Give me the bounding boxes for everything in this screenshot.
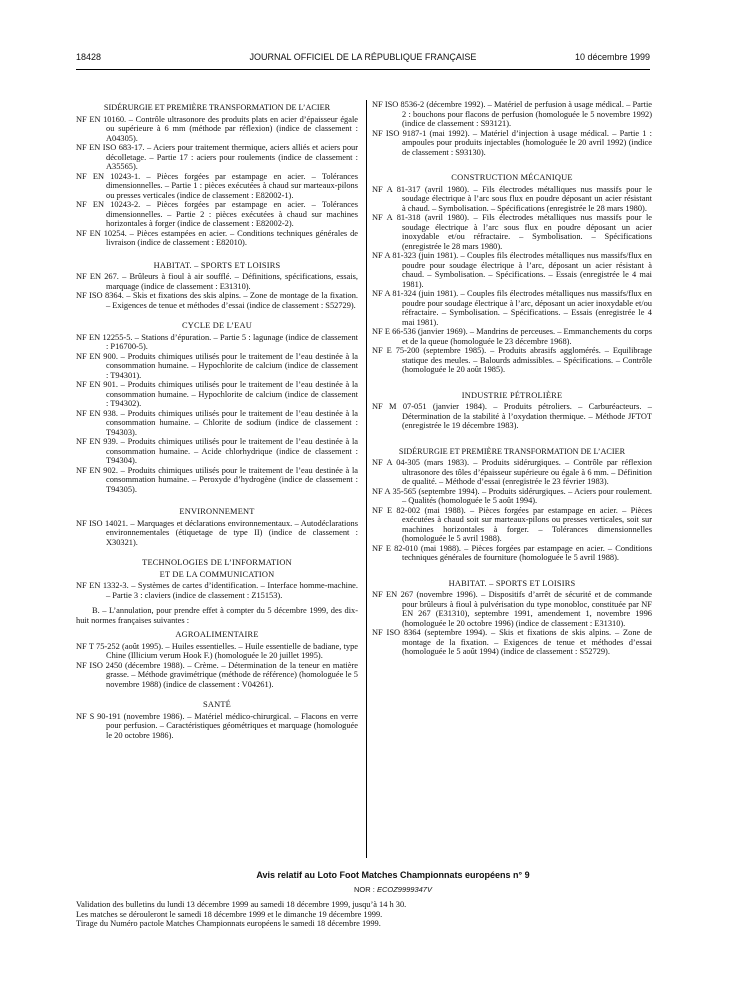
standard-entry: NF ISO 14021. – Marquages et déclarations environnementaux. – Autodéclarations environnementales (étiquetage de type II) (indice de classement : X30321). xyxy=(76,518,358,547)
standard-entry: NF EN 10160. – Contrôle ultrasonore des produits plats en acier d’épaisseur égale ou supérieure à 6 mm (méthode par réflexion) (indice de classement : A04305). xyxy=(76,114,358,143)
notice-line: Tirage du Numéro pactole Matches Championnats européens le samedi 18 décembre 1999. xyxy=(76,919,381,928)
standard-entry: NF EN 938. – Produits chimiques utilisés pour le traitement de l’eau destinée à la consommation humaine. – Chlorite de sodium (indice de classement : T94303). xyxy=(76,408,358,437)
section-title-cycle-eau: CYCLE DE L’EAU xyxy=(182,321,252,330)
paragraph-b: B. – L’annulation, pour prendre effet à compter du 5 décembre 1999, des dix-huit normes françaises suivantes : xyxy=(76,606,358,625)
notice-block xyxy=(76,871,650,929)
section-title-habitat-2: HABITAT. – SPORTS ET LOISIRS xyxy=(448,578,576,588)
standard-entry: NF EN 267 (novembre 1996). – Dispositifs d’arrêt de sécurité et de commande pour brûleurs à fioul à pulvérisation du type monobloc, constituée par NF EN 267 (E31310), septembre 1991, amendement 1, novembre 1996 (homologuée le 20 octobre 1996) (indice de classement : E31310). xyxy=(372,590,652,628)
standard-entry: NF EN 10243-2. – Pièces forgées par estampage en acier. – Tolérances dimensionnelles. – Partie 2 : pièces exécutées à chaud sur machines horizontales à forger (indice de classement : E82002-2). xyxy=(76,200,358,228)
standard-entry: NF ISO 8536-2 (décembre 1992). – Matériel de perfusion à usage médical. – Partie 2 : bouchons pour flacons de perfusion (homologuée le 5 novembre 1992) (indice de classement : S93121). xyxy=(372,100,652,128)
publication-date: 10 décembre 1999 xyxy=(574,52,650,62)
standard-entry: NF A 81-318 (avril 1980). – Fils électrodes métalliques nus massifs pour le soudage électrique à l’arc sous flux en poudre déposant un acier inoxydable et/ou réfractaire. – Symbolisation. – Spécifications (enregistrée le 28 mars 1980). xyxy=(372,213,652,251)
standard-entry: NF EN 10254. – Pièces estampées en acier. – Conditions techniques générales de livraison (indice de classement : E82010). xyxy=(76,228,358,247)
standard-entry: NF A 81-324 (juin 1981). – Couples fils électrodes métalliques nus massifs/flux en poudre pour soudage électrique à l’arc, déposant un acier inoxydable et/ou réfractaire. – Symbolisation. – Spécifications. – Essais (enregistrée le 4 mai 1981). xyxy=(372,289,652,327)
standard-entry: NF EN 939. – Produits chimiques utilisés pour le traitement de l’eau destinée à la consommation humaine. – Acide chlorhydrique (indice de classement : T94304). xyxy=(76,437,358,465)
section-title-siderurgie-2: SIDÉRURGIE ET PREMIÈRE TRANSFORMATION DE L’ACIER xyxy=(398,446,626,456)
standard-entry: NF ISO 8364. – Skis et fixations des skis alpins. – Zone de montage de la fixation. – Exigences de tenue et méthodes d’essai (indice de classement : S52729). xyxy=(76,291,358,310)
standard-entry: NF ISO 9187-1 (mai 1992). – Matériel d’injection à usage médical. – Partie 1 : ampoules pour produits injectables (homologuée le 20 avril 1992) (indice de classement : S93130). xyxy=(372,128,652,157)
header-rule xyxy=(76,69,650,70)
page-number: 18428 xyxy=(76,52,102,62)
standard-entry: NF EN 12255-5. – Stations d’épuration. – Partie 5 : lagunage (indice de classement : P16700-5). xyxy=(76,332,358,351)
section-title-agroalimentaire: AGROALIMENTAIRE xyxy=(175,630,259,639)
standard-entry: NF EN 1332-3. – Systèmes de cartes d’identification. – Interface homme-machine. – Partie 3 : claviers (indice de classement : Z15153). xyxy=(76,581,358,600)
nor-reference xyxy=(136,885,650,895)
standard-entry: NF EN 10243-1. – Pièces forgées par estampage en acier. – Tolérances dimensionnelles. – Partie 1 : pièces exécutées à chaud sur marteaux-pilons ou presses verticales (indice de classement : E82002-1). xyxy=(76,171,358,200)
standard-entry: NF E 66-536 (janvier 1969). – Mandrins de perceuses. – Emmanchements du corps et de la queue (homologuée le 23 décembre 1968). xyxy=(372,327,652,346)
section-title-environnement: ENVIRONNEMENT xyxy=(179,507,255,516)
standard-entry: NF EN 901. – Produits chimiques utilisés pour le traitement de l’eau destinée à la consommation humaine. – Hypochlorite de calcium (indice de classement : T94302). xyxy=(76,380,358,408)
column-divider xyxy=(366,100,367,858)
standard-entry: NF EN 900. – Produits chimiques utilisés pour le traitement de l’eau destinée à la consommation humaine. – Hypochlorite de calcium (indice de classement : T94301). xyxy=(76,351,358,380)
standard-entry: NF E 75-200 (septembre 1985). – Produits abrasifs agglomérés. – Equilibrage statique des meules. – Balourds admissibles. – Spécifications. – Contrôle (homologuée le 20 août 1985). xyxy=(372,346,652,374)
right-column xyxy=(372,100,652,657)
standard-entry: NF ISO 8364 (septembre 1994). – Skis et fixations de skis alpins. – Zone de montage de la fixation. – Exigences de tenue et méthodes d’essai (homologuée le 5 août 1994) (indice de classement : S52729). xyxy=(372,628,652,656)
section-title-industrie: INDUSTRIE PÉTROLIÈRE xyxy=(461,390,563,400)
notice-line: Validation des bulletins du lundi 13 décembre 1999 au samedi 18 décembre 1999, jusqu’à 14 h 30. xyxy=(76,900,407,909)
standard-entry: NF S 90-191 (novembre 1986). – Matériel médico-chirurgical. – Flacons en verre pour perfusion. – Caractéristiques géométriques et marquage (homologuée le 20 octobre 1986). xyxy=(76,711,358,740)
nor-label: NOR : xyxy=(354,884,377,894)
standard-entry: NF A 04-305 (mars 1983). – Produits sidérurgiques. – Contrôle par réflexion ultrasonore des tôles d’épaisseur supérieure ou égale à 6 mm. – Définition de qualité. – Méthode d’essai (enregistrée le 23 février 1983). xyxy=(372,458,652,486)
standard-entry: NF A 81-323 (juin 1981). – Couples fils électrodes métalliques nus massifs/flux en poudre pour soudage électrique à l’arc, déposant un acier résistant à chaud. – Symbolisation. – Spécifications. – Essais (enregistrée le 4 mai 1981). xyxy=(372,251,652,289)
standard-entry: NF ISO 2450 (décembre 1988). – Crème. – Détermination de la teneur en matière grasse. – Méthode gravimétrique (méthode de référence) (homologuée le 5 novembre 1988) (indice de classement : V04261). xyxy=(76,660,358,689)
standard-entry: NF EN 267. – Brûleurs à fioul à air soufflé. – Définitions, spécifications, essais, marquage (indice de classement : E31310). xyxy=(76,272,358,291)
section-title-sante: SANTÉ xyxy=(203,700,231,709)
standard-entry: NF A 81-317 (avril 1980). – Fils électrodes métalliques nus massifs pour le soudage électrique à l’arc sous flux en poudre déposant un acier résistant à chaud. – Symbolisation. – Spécifications (enregistrée le 28 mars 1980). xyxy=(372,184,652,213)
left-column xyxy=(76,100,358,740)
journal-title: JOURNAL OFFICIEL DE LA RÉPUBLIQUE FRANÇAISE xyxy=(249,52,477,62)
page-header xyxy=(76,52,650,64)
standard-entry: NF T 75-252 (août 1995). – Huiles essentielles. – Huile essentielle de badiane, type Chine (Illicium verum Hook F.) (homologuée le 20 juillet 1995). xyxy=(76,641,358,660)
standard-entry: NF E 82-002 (mai 1988). – Pièces forgées par estampage en acier. – Pièces exécutées à chaud soit sur marteaux-pilons ou presses verticales, soit sur machines horizontales à forger. – Tolérances dimensionnelles (homologuée le 5 avril 1988). xyxy=(372,505,652,543)
notice-line: Les matches se dérouleront le samedi 18 décembre 1999 et le dimanche 19 décembre 1999. xyxy=(76,909,383,919)
section-title-construction: CONSTRUCTION MÉCANIQUE xyxy=(451,173,573,182)
section-title-siderurgie: SIDÉRURGIE ET PREMIÈRE TRANSFORMATION DE L’ACIER xyxy=(103,103,331,112)
standard-entry: NF E 82-010 (mai 1988). – Pièces forgées par estampage en acier. – Conditions techniques générales de fourniture (homologuée le 5 avril 1988). xyxy=(372,543,652,562)
nor-code: ECOZ9999347V xyxy=(376,884,432,894)
standard-entry: NF A 35-565 (septembre 1994). – Produits sidérurgiques. – Aciers pour roulement. – Qualités (homologuée le 5 août 1994). xyxy=(372,486,652,505)
notice-title: Avis relatif au Loto Foot Matches Championnats européens n° 9 xyxy=(256,870,530,880)
standard-entry: NF M 07-051 (janvier 1984). – Produits pétroliers. – Carburéacteurs. – Détermination de la stabilité à l’oxydation thermique. – Méthode JFTOT (enregistrée le 19 décembre 1983). xyxy=(372,402,652,430)
section-title-habitat: HABITAT. – SPORTS ET LOISIRS xyxy=(153,260,281,270)
section-title-technologies-line2: ET DE LA COMMUNICATION xyxy=(159,569,275,579)
section-title-technologies-line1: TECHNOLOGIES DE L’INFORMATION xyxy=(142,558,292,567)
standard-entry: NF EN ISO 683-17. – Aciers pour traitement thermique, aciers alliés et aciers pour décolletage. – Partie 17 : aciers pour roulements (indice de classement : A35565). xyxy=(76,143,358,171)
standard-entry: NF EN 902. – Produits chimiques utilisés pour le traitement de l’eau destinée à la consommation humaine. – Peroxyde d’hydrogène (indice de classement : T94305). xyxy=(76,465,358,494)
